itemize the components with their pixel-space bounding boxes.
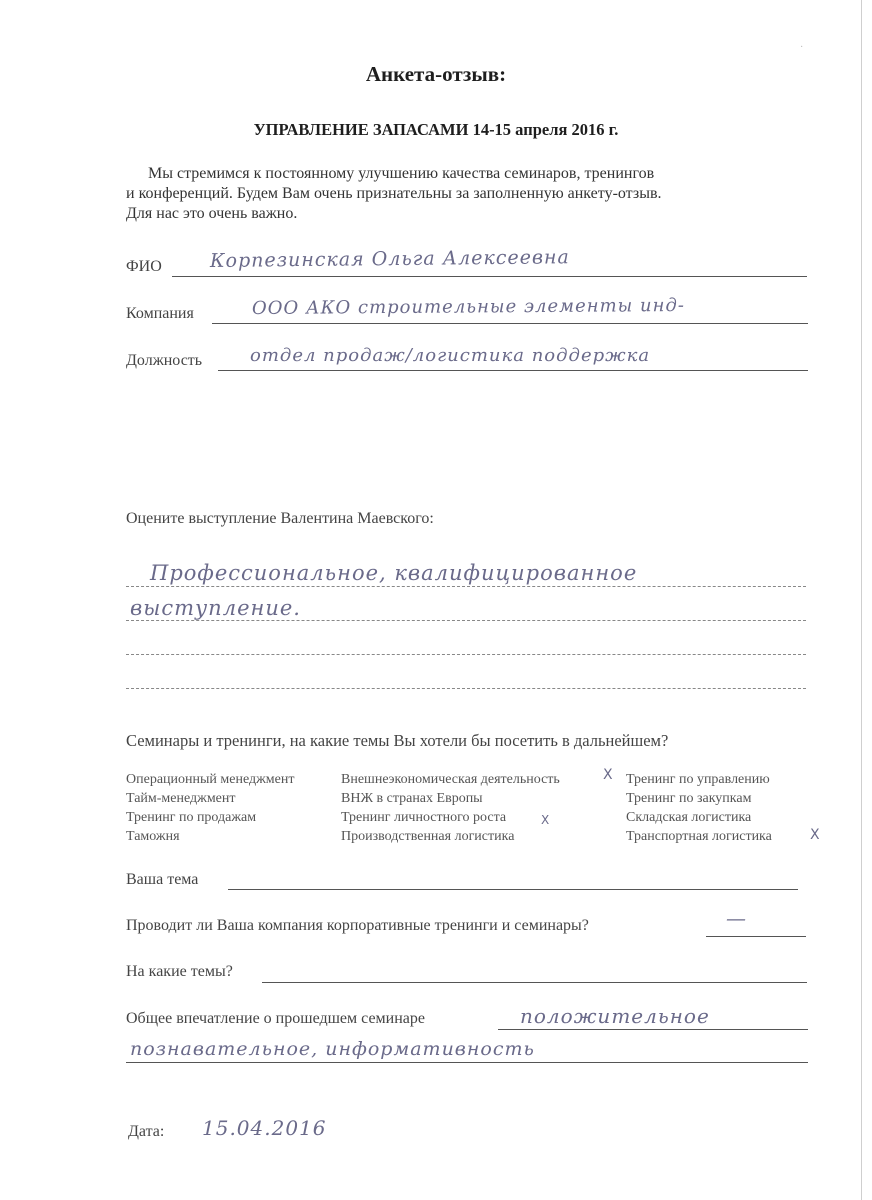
fio-handwritten-value[interactable]: Корпезинская Ольга Алексеевна <box>209 246 570 272</box>
intro-line: Для нас это очень важно. <box>126 205 298 222</box>
date-label: Дата: <box>128 1123 165 1140</box>
date-handwritten-value[interactable]: 15.04.2016 <box>202 1116 327 1140</box>
impression-question: Общее впечатление о прошедшем семинаре <box>126 1010 425 1027</box>
topic-item[interactable]: Тайм-менеджмент <box>126 791 236 806</box>
checked-mark: X <box>810 827 820 843</box>
company-handwritten-value[interactable]: ООО АКО строительные элементы инд- <box>251 294 686 319</box>
form-title: Анкета-отзыв: <box>365 62 507 86</box>
scan-speck: · <box>800 42 804 53</box>
topic-item[interactable]: Тренинг по продажам <box>126 810 257 825</box>
position-label: Должность <box>126 352 203 369</box>
scan-edge <box>861 0 862 1200</box>
topic-item[interactable]: Операционный менеджмент <box>126 772 295 787</box>
impression-underline-1 <box>498 1029 808 1030</box>
your-topic-underline[interactable] <box>228 889 798 890</box>
position-handwritten-value[interactable]: отдел продаж/логистика поддержка <box>250 345 651 366</box>
topics-question: Семинары и тренинги, на какие темы Вы хотели бы посетить в дальнейшем? <box>126 731 669 750</box>
evaluation-line-4 <box>126 688 806 689</box>
intro-line: и конференций. Будем Вам очень признательны за заполненную анкету-отзыв. <box>126 185 662 202</box>
topic-item[interactable]: Таможня <box>126 829 180 844</box>
checked-mark: X <box>541 813 550 827</box>
company-label: Компания <box>126 305 194 322</box>
topic-item[interactable]: Транспортная логистика <box>626 829 772 844</box>
topic-item[interactable]: Тренинг по управлению <box>626 772 770 787</box>
topic-item[interactable]: Внешнеэкономическая деятельность <box>341 772 560 787</box>
impression-underline-2 <box>126 1062 808 1063</box>
evaluation-answer-line1[interactable]: Профессиональное, квалифицированное <box>150 561 638 585</box>
topic-item[interactable]: Производственная логистика <box>341 829 515 844</box>
checked-mark: X <box>603 767 613 783</box>
position-underline <box>218 370 808 371</box>
impression-answer-line1[interactable]: положительное <box>520 1004 710 1028</box>
evaluation-line-2 <box>126 620 806 621</box>
topic-item[interactable]: Тренинг личностного роста <box>341 810 507 825</box>
topic-item[interactable]: Складская логистика <box>626 810 752 825</box>
evaluation-answer-line2[interactable]: выступление. <box>130 596 301 620</box>
intro-line: Мы стремимся к постоянному улучшению качества семинаров, тренингов <box>148 165 655 182</box>
company-underline <box>212 323 808 324</box>
impression-answer-line2[interactable]: познавательное, информативность <box>130 1038 535 1060</box>
evaluation-line-1 <box>126 586 806 587</box>
which-topics-label: На какие темы? <box>126 963 233 980</box>
topic-item[interactable]: Тренинг по закупкам <box>626 791 752 806</box>
corporate-answer[interactable]: — <box>726 906 747 930</box>
evaluation-question: Оцените выступление Валентина Маевского: <box>126 510 434 527</box>
evaluation-line-3 <box>126 654 806 655</box>
fio-underline <box>172 276 807 277</box>
fio-label: ФИО <box>126 258 162 275</box>
your-topic-label: Ваша тема <box>126 871 199 888</box>
topic-item[interactable]: ВНЖ в странах Европы <box>341 791 483 806</box>
corporate-question: Проводит ли Ваша компания корпоративные тренинги и семинары? <box>126 917 589 934</box>
which-topics-underline[interactable] <box>262 982 807 983</box>
corporate-underline <box>706 936 806 937</box>
form-subtitle: УПРАВЛЕНИЕ ЗАПАСАМИ 14-15 апреля 2016 г. <box>253 120 619 139</box>
intro-paragraph <box>126 164 816 224</box>
